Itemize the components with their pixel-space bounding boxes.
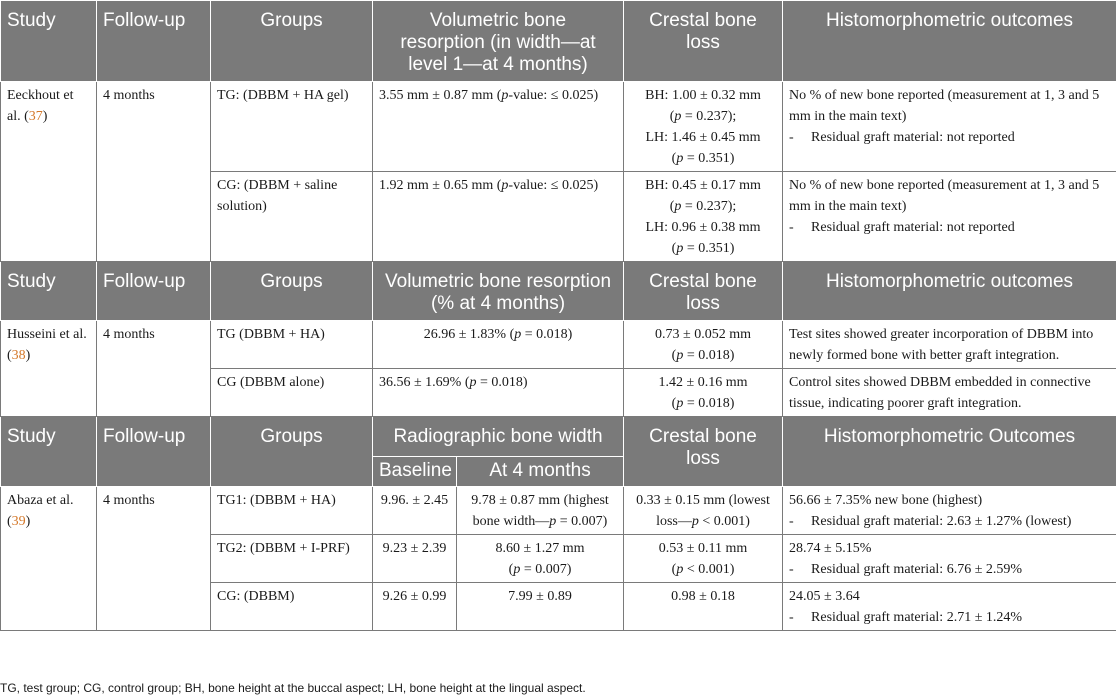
- header-radiographic: Radiographic bone width: [373, 417, 624, 457]
- study-cell: Eeckhout et al. (37): [1, 82, 97, 262]
- header-crestal: Crestal bone loss: [624, 262, 783, 321]
- crestal-cell: BH: 1.00 ± 0.32 mm (p = 0.237); LH: 1.46 ± 0.45 mm (p = 0.351): [624, 82, 783, 172]
- crestal-cell: 0.53 ± 0.11 mm (p < 0.001): [624, 535, 783, 583]
- histomorphometric-cell: 24.05 ± 3.64 - Residual graft material: 2.71 ± 1.24%: [783, 583, 1116, 631]
- crestal-cell: 0.98 ± 0.18: [624, 583, 783, 631]
- group-cell: CG (DBBM alone): [211, 369, 373, 417]
- header-baseline: Baseline: [373, 457, 457, 487]
- baseline-cell: 9.23 ± 2.39: [373, 535, 457, 583]
- study-cell: Husseini et al. (38): [1, 321, 97, 417]
- volumetric-cell: 36.56 ± 1.69% (p = 0.018): [373, 369, 624, 417]
- header-followup: Follow-up: [97, 1, 211, 82]
- histomorphometric-cell: No % of new bone reported (measurement at 1, 3 and 5 mm in the main text) - Residual graft material: not reported: [783, 172, 1116, 262]
- reference-link[interactable]: 37: [28, 109, 43, 124]
- crestal-cell: 0.33 ± 0.15 mm (lowest loss—p < 0.001): [624, 487, 783, 535]
- baseline-cell: 9.26 ± 0.99: [373, 583, 457, 631]
- header-groups: Groups: [211, 417, 373, 487]
- header-crestal: Crestal bone loss: [624, 1, 783, 82]
- study-name: Husseini et al. (: [7, 327, 87, 363]
- header-followup: Follow-up: [97, 262, 211, 321]
- header-volumetric: Volumetric bone resorption (in width—at level 1—at 4 months): [373, 1, 624, 82]
- table-row: [1, 82, 1116, 172]
- followup-cell: 4 months: [97, 487, 211, 631]
- header-groups: Groups: [211, 1, 373, 82]
- followup-cell: 4 months: [97, 321, 211, 417]
- table-footnote: TG, test group; CG, control group; BH, bone height at the buccal aspect; LH, bone height at the lingual aspect.: [0, 681, 586, 695]
- section3-header-row: [1, 417, 1116, 457]
- group-cell: TG1: (DBBM + HA): [211, 487, 373, 535]
- volumetric-cell: 26.96 ± 1.83% (p = 0.018): [373, 321, 624, 369]
- volumetric-cell: 3.55 mm ± 0.87 mm (p-value: ≤ 0.025): [373, 82, 624, 172]
- group-cell: CG: (DBBM): [211, 583, 373, 631]
- group-cell: TG (DBBM + HA): [211, 321, 373, 369]
- histomorphometric-cell: Test sites showed greater incorporation of DBBM into newly formed bone with better graft integration.: [783, 321, 1116, 369]
- baseline-cell: 9.96. ± 2.45: [373, 487, 457, 535]
- at-4-months-cell: 9.78 ± 0.87 mm (highest bone width—p = 0.007): [457, 487, 624, 535]
- reference-link[interactable]: 38: [11, 348, 26, 363]
- histomorphometric-cell: 56.66 ± 7.35% new bone (highest) - Residual graft material: 2.63 ± 1.27% (lowest): [783, 487, 1116, 535]
- study-name: Abaza et al. (: [7, 493, 74, 529]
- group-cell: TG: (DBBM + HA gel): [211, 82, 373, 172]
- study-cell: Abaza et al. (39): [1, 487, 97, 631]
- header-histomorphometric: Histomorphometric Outcomes: [783, 417, 1116, 487]
- histomorphometric-cell: Control sites showed DBBM embedded in connective tissue, indicating poorer graft integration.: [783, 369, 1116, 417]
- at-4-months-cell: 8.60 ± 1.27 mm (p = 0.007): [457, 535, 624, 583]
- header-study: Study: [1, 262, 97, 321]
- at-4-months-cell: 7.99 ± 0.89: [457, 583, 624, 631]
- table-row: [1, 321, 1116, 369]
- group-cell: TG2: (DBBM + I-PRF): [211, 535, 373, 583]
- reference-link[interactable]: 39: [11, 514, 26, 529]
- header-study: Study: [1, 1, 97, 82]
- crestal-cell: BH: 0.45 ± 0.17 mm (p = 0.237); LH: 0.96 ± 0.38 mm (p = 0.351): [624, 172, 783, 262]
- section1-header-row: [1, 1, 1116, 82]
- header-at-4-months: At 4 months: [457, 457, 624, 487]
- header-crestal: Crestal bone loss: [624, 417, 783, 487]
- crestal-cell: 1.42 ± 0.16 mm (p = 0.018): [624, 369, 783, 417]
- header-followup: Follow-up: [97, 417, 211, 487]
- followup-cell: 4 months: [97, 82, 211, 262]
- histomorphometric-cell: No % of new bone reported (measurement at 1, 3 and 5 mm in the main text) - Residual graft material: not reported: [783, 82, 1116, 172]
- section2-header-row: [1, 262, 1116, 321]
- crestal-cell: 0.73 ± 0.052 mm (p = 0.018): [624, 321, 783, 369]
- header-groups: Groups: [211, 262, 373, 321]
- header-histomorphometric: Histomorphometric outcomes: [783, 1, 1116, 82]
- volumetric-cell: 1.92 mm ± 0.65 mm (p-value: ≤ 0.025): [373, 172, 624, 262]
- header-histomorphometric: Histomorphometric outcomes: [783, 262, 1116, 321]
- header-volumetric: Volumetric bone resorption (% at 4 months): [373, 262, 624, 321]
- group-cell: CG: (DBBM + saline solution): [211, 172, 373, 262]
- table-row: [1, 487, 1116, 535]
- histomorphometric-cell: 28.74 ± 5.15% - Residual graft material: 6.76 ± 2.59%: [783, 535, 1116, 583]
- study-name: Eeckhout et al. (: [7, 88, 74, 124]
- header-study: Study: [1, 417, 97, 487]
